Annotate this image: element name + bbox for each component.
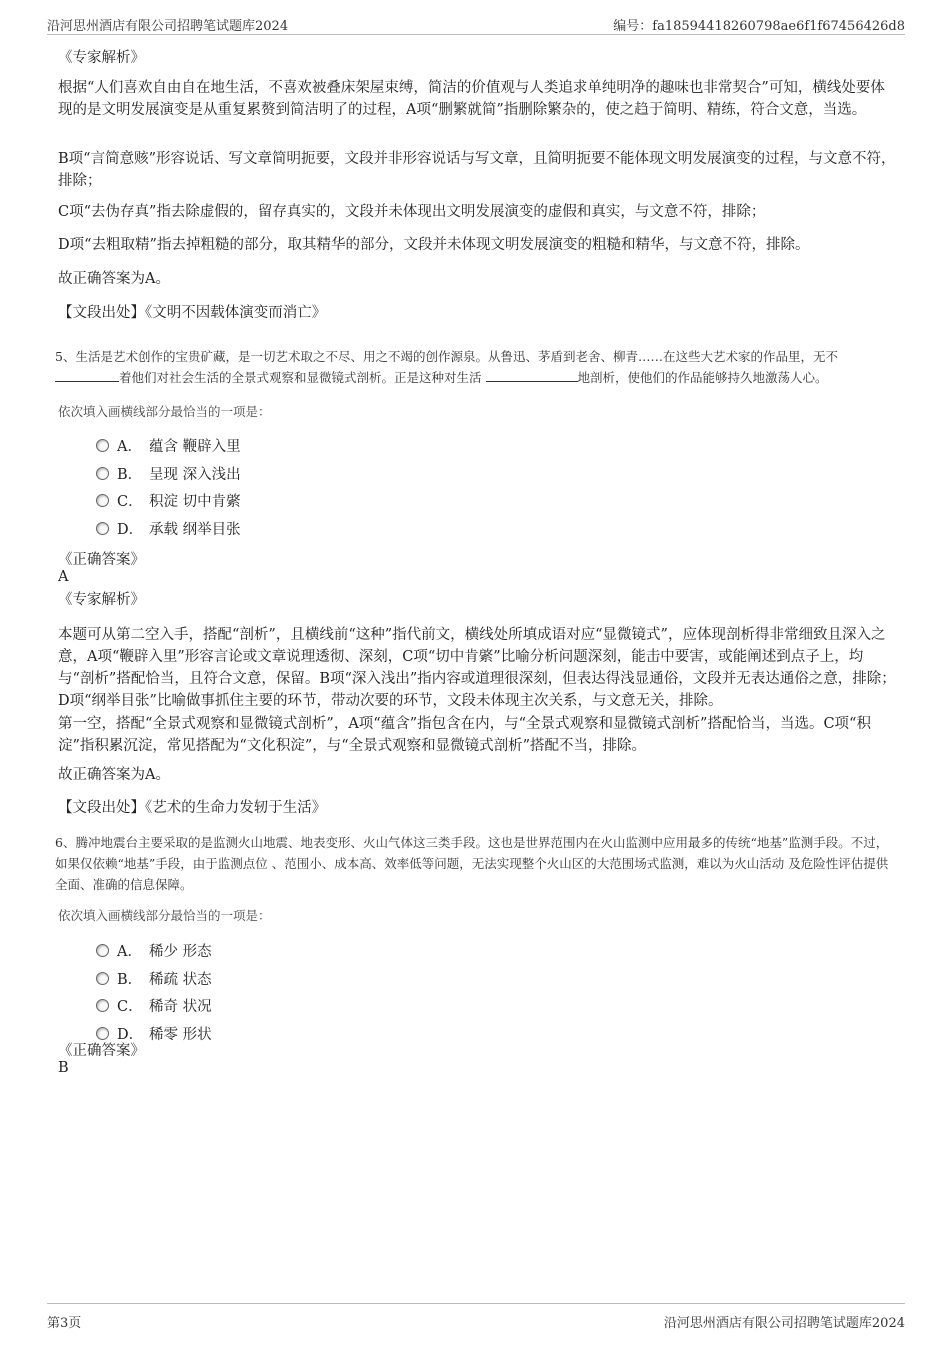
- header-doc-id: 编号：fa18594418260798ae6f1f67456426d8: [613, 19, 905, 34]
- radio-icon[interactable]: [96, 944, 109, 957]
- radio-icon[interactable]: [96, 522, 109, 535]
- q4-analysis-p2: B项“言简意赅”形容说话、写文章简明扼要，文段并非形容说话与写文章，且简明扼要不能体现文明发展演变的过程，与文意不符，排除；: [58, 151, 896, 189]
- q5-option-d[interactable]: D． 承载 纲举目张: [96, 520, 241, 540]
- q5-answer-label: 《正确答案》: [58, 552, 145, 568]
- q6-option-a[interactable]: A． 稀少 形态: [96, 942, 212, 962]
- q5-option-b[interactable]: B． 呈现 深入浅出: [96, 465, 241, 485]
- q6-option-d[interactable]: D． 稀零 形状: [96, 1025, 212, 1045]
- q4-analysis-p4: D项“去粗取精”指去掉粗糙的部分，取其精华的部分，文段并未体现文明发展演变的粗糙和精华，与文意不符，排除。: [58, 237, 810, 253]
- page-number: 第3页: [47, 1316, 82, 1331]
- q5-option-a[interactable]: A． 蕴含 鞭辟入里: [96, 437, 241, 457]
- q5-analysis-p1: 本题可从第二空入手，搭配“剖析”，且横线前“这种”指代前文，横线处所填成语对应“显微镜式”，应体现剖析得非常细致且深入之意，A项“鞭辟入里”形容言论或文章说理透彻、深刻，C项“切中肯綮”比喻分析问题深刻，能击中要害，或能阐述到点子上，均与“剖析”搭配恰当，且符合文意，保留。B项“深入浅出”指内容或道理很深刻，但表达得浅显通俗，文段并无表达通俗之意，排除； D项“纲举目张”比喻做事抓住主要的环节，带动次要的环节，文段未体现主次关系，与文意无关，排除。: [58, 627, 896, 709]
- q5-conclusion: 故正确答案为A。: [58, 767, 170, 783]
- radio-icon[interactable]: [96, 467, 109, 480]
- page-header: [47, 12, 905, 35]
- q4-source: 【文段出处】《文明不因载体演变而消亡》: [58, 305, 327, 321]
- q6-option-b[interactable]: B． 稀疏 状态: [96, 970, 212, 990]
- q6-answer: B: [58, 1060, 69, 1076]
- q4-analysis-p3: C项“去伪存真”指去除虚假的，留存真实的，文段并未体现出文明发展演变的虚假和真实，与文意不符，排除；: [58, 204, 766, 220]
- q4-conclusion: 故正确答案为A。: [58, 271, 170, 287]
- q6-instruction: 依次填入画横线部分最恰当的一项是：: [58, 908, 271, 923]
- header-title: 沿河思州酒店有限公司招聘笔试题库2024: [47, 19, 289, 34]
- q4-analysis-label: 《专家解析》: [58, 50, 145, 66]
- q5-source: 【文段出处】《艺术的生命力发轫于生活》: [58, 800, 327, 816]
- q5-option-c[interactable]: C． 积淀 切中肯綮: [96, 492, 241, 512]
- radio-icon[interactable]: [96, 1027, 109, 1040]
- q5-blank-1: [55, 367, 119, 382]
- q6-option-c[interactable]: C． 稀奇 状况: [96, 997, 212, 1017]
- q5-analysis-label: 《专家解析》: [58, 592, 145, 608]
- page-footer: [47, 1303, 905, 1331]
- radio-icon[interactable]: [96, 999, 109, 1012]
- q5-analysis-p2: 第一空，搭配“全景式观察和显微镜式剖析”，A项“蕴含”指包含在内，与“全景式观察和显微镜式剖析”搭配恰当，当选。C项“积淀”指积累沉淀，常见搭配为“文化积淀”，与“全景式观察和显微镜式剖析”搭配不当，排除。: [58, 716, 871, 754]
- q5-stem-part1: 5、生活是艺术创作的宝贵矿藏，是一切艺术取之不尽、用之不竭的创作源泉。从鲁迅、茅盾到老舍、柳青……在这些大艺术家的作品里，无不: [55, 349, 838, 364]
- radio-icon[interactable]: [96, 972, 109, 985]
- q5-stem-part2: 着他们对社会生活的全景式观察和显微镜式剖析。正是这种对生活: [119, 370, 482, 385]
- radio-icon[interactable]: [96, 439, 109, 452]
- q5-stem-part3: 地剖析，使他们的作品能够持久地激荡人心。: [577, 370, 828, 385]
- q5-answer: A: [58, 569, 69, 585]
- q5-blank-2: [486, 367, 578, 382]
- q4-analysis-p1: 根据“人们喜欢自由自在地生活，不喜欢被叠床架屋束缚，简洁的价值观与人类追求单纯明净的趣味也非常契合”可知，横线处要体现的是文明发展演变是从重复累赘到简洁明了的过程，A项“删繁就简”指删除繁杂的，使之趋于简明、精练，符合文意，当选。: [58, 80, 885, 118]
- radio-icon[interactable]: [96, 494, 109, 507]
- q6-answer-label: 《正确答案》: [58, 1043, 145, 1059]
- q6-stem: 6、腾冲地震台主要采取的是监测火山地震、地表变形、火山气体这三类手段。这也是世界范围内在火山监测中应用最多的传统“地基”监测手段。不过，如果仅依赖“地基”手段，由于监测点位 、范围小、成本高、效率低等问题，无法实现整个火山区的大范围场式监测，难以为火山活动 及危险性评估提供全面、准确的信息保障。: [55, 835, 889, 892]
- q5-instruction: 依次填入画横线部分最恰当的一项是：: [58, 404, 271, 419]
- footer-title: 沿河思州酒店有限公司招聘笔试题库2024: [663, 1316, 905, 1331]
- q5-stem: [55, 346, 900, 388]
